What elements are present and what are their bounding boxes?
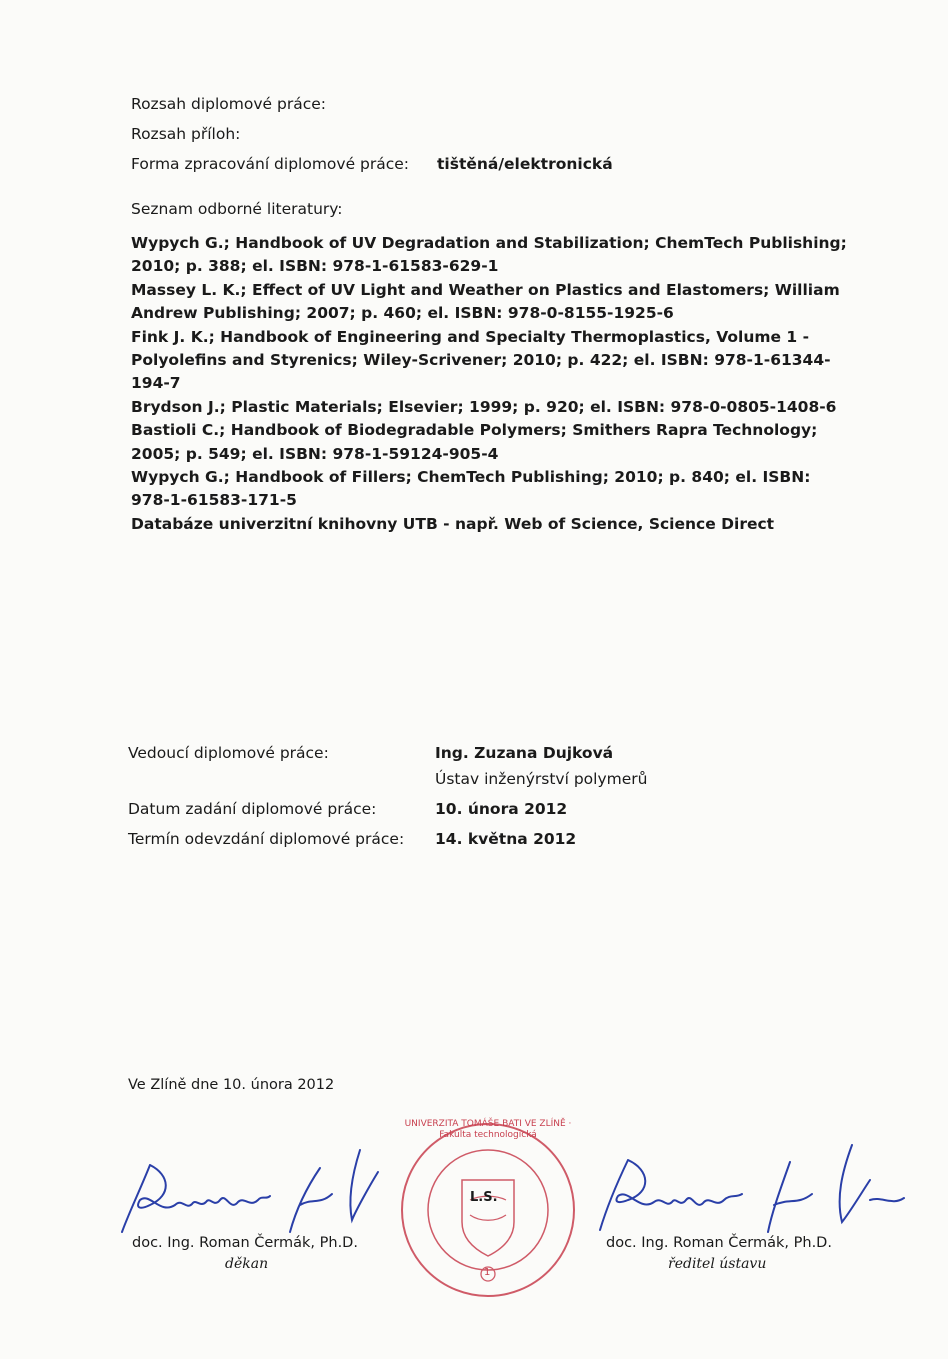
right-signature (600, 1145, 904, 1232)
literature-heading: Seznam odborné literatury: (131, 200, 343, 218)
due-date-label: Termín odevzdání diplomové práce: (128, 830, 405, 848)
left-signatory-name: doc. Ing. Roman Čermák, Ph.D. (132, 1235, 358, 1251)
stamp-ls: L.S. (470, 1190, 498, 1205)
supervisor-department: Ústav inženýrství polymerů (435, 770, 648, 788)
left-signatory-role: děkan (225, 1256, 269, 1272)
assigned-date-value: 10. února 2012 (435, 800, 568, 818)
field-label: Rozsah diplomové práce: (131, 95, 326, 113)
literature-item: Bastioli C.; Handbook of Biodegradable Polymers; Smithers Rapra Technology; 2005; p. 549; el. ISBN: 978-1-59124-905-4 (131, 421, 818, 463)
stamp-number: 1 (484, 1267, 491, 1278)
field-label: Rozsah příloh: (131, 125, 241, 143)
due-date-value: 14. května 2012 (435, 830, 577, 848)
right-signatory-name: doc. Ing. Roman Čermák, Ph.D. (606, 1235, 832, 1251)
literature-item: Massey L. K.; Effect of UV Light and Weather on Plastics and Elastomers; William Andrew Publishing; 2007; p. 460; el. ISBN: 978-0-8155-1925-6 (131, 280, 840, 323)
literature-item: Fink J. K.; Handbook of Engineering and Specialty Thermoplastics, Volume 1 - Polyolefins and Styrenics; Wiley-Scrivener; 2010; p. 422; el. ISBN: 978-1-61344-194-7 (131, 327, 831, 393)
left-signature (122, 1150, 378, 1232)
right-signatory-role: ředitel ústavu (668, 1256, 767, 1272)
literature-item: Databáze univerzitní knihovny UTB - např. Web of Science, Science Direct (131, 514, 775, 533)
assigned-date-label: Datum zadání diplomové práce: (128, 800, 377, 818)
literature-item: Wypych G.; Handbook of UV Degradation and Stabilization; ChemTech Publishing; 2010; p. 388; el. ISBN: 978-1-61583-629-1 (131, 234, 847, 276)
place-date: Ve Zlíně dne 10. února 2012 (128, 1077, 335, 1093)
literature-item: Wypych G.; Handbook of Fillers; ChemTech Publishing; 2010; p. 840; el. ISBN: 978-1-61583-171-5 (131, 468, 811, 510)
field-value: tištěná/elektronická (437, 155, 613, 173)
field-label: Forma zpracování diplomové práce: (131, 155, 410, 173)
supervisor-name: Ing. Zuzana Dujková (435, 744, 614, 762)
literature-item: Brydson J.; Plastic Materials; Elsevier; 1999; p. 920; el. ISBN: 978-0-0805-1408-6 (131, 397, 837, 416)
supervisor-label: Vedoucí diplomové práce: (128, 744, 329, 762)
stamp-ring-text: UNIVERZITA TOMÁŠE BATI VE ZLÍNĚ · Fakulta technologická (404, 1119, 572, 1140)
